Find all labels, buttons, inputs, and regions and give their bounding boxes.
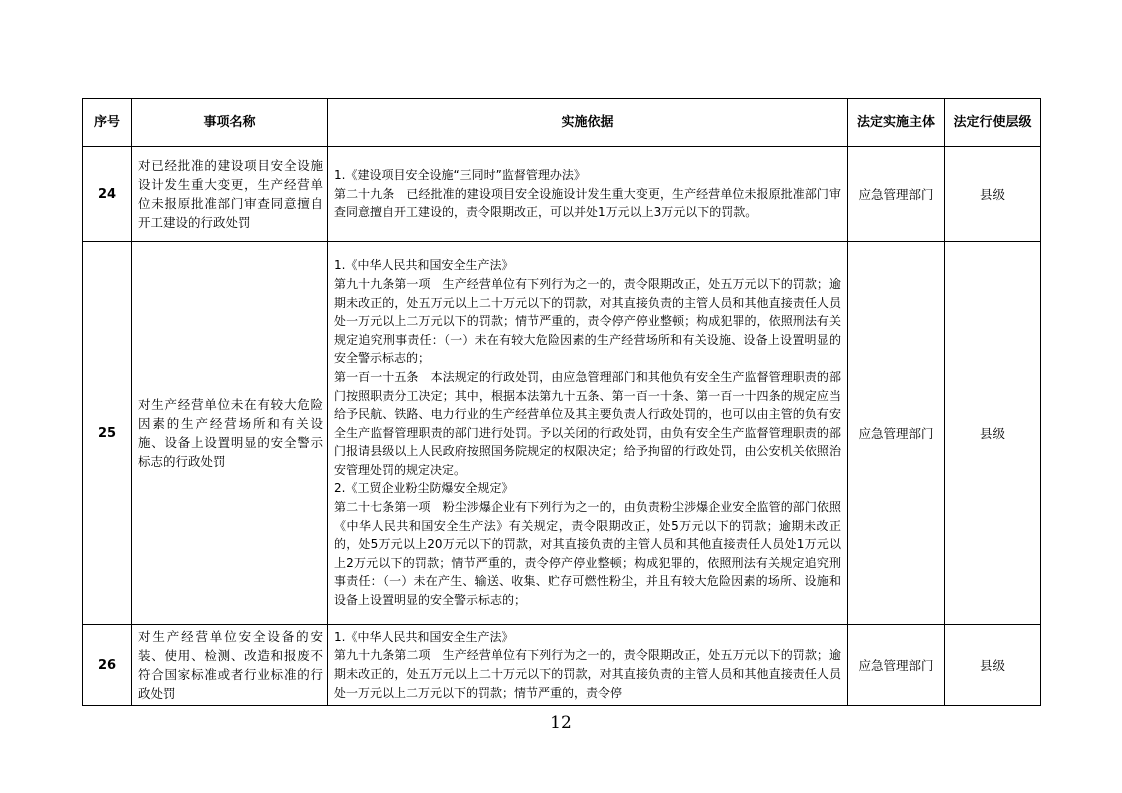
table-row [83, 147, 1041, 242]
basis-cell [328, 625, 848, 706]
row-number: 24 [83, 147, 132, 242]
page-number: 12 [550, 713, 572, 733]
level-cell: 县级 [945, 242, 1041, 625]
level-cell: 县级 [945, 625, 1041, 706]
basis-line: 第九十九条第二项 生产经营单位有下列行为之一的，责令限期改正，处五万元以下的罚款；逾期未改正的，处五万元以上二十万元以下的罚款，对其直接负责的主管人员和其他直接责任人员处一万元以上二万元以下的罚款；情节严重的，责令停 [334, 648, 841, 700]
basis-line: 第二十七条第一项 粉尘涉爆企业有下列行为之一的，由负责粉尘涉爆企业安全监管的部门依照《中华人民共和国安全生产法》有关规定，责令限期改正，处5万元以下的罚款；逾期未改正的，处5万元以上20万元以下的罚款，对其直接负责的主管人员和其他直接责任人员处1万元以上2万元以下的罚款；情节严重的，责令停产停业整顿；构成犯罪的，依照刑法有关规定追究刑事责任：（一）未在产生、输送、收集、贮存可燃性粉尘，并且有较大危险因素的场所、设施和设备上设置明显的安全警示标志的； [334, 500, 841, 608]
header-subject: 法定实施主体 [848, 99, 945, 147]
table-row [83, 625, 1041, 706]
item-name: 对生产经营单位安全设备的安装、使用、检测、改造和报废不符合国家标准或者行业标准的行政处罚 [132, 625, 328, 706]
basis-cell [328, 147, 848, 242]
header-no: 序号 [83, 99, 132, 147]
item-name: 对生产经营单位未在有较大危险因素的生产经营场所和有关设施、设备上设置明显的安全警示标志的行政处罚 [132, 242, 328, 625]
subject-cell: 应急管理部门 [848, 147, 945, 242]
basis-line: 第九十九条第一项 生产经营单位有下列行为之一的，责令限期改正，处五万元以下的罚款；逾期未改正的，处五万元以上二十万元以下的罚款，对其直接负责的主管人员和其他直接责任人员处一万元以上二万元以下的罚款；情节严重的，责令停产停业整顿；构成犯罪的，依照刑法有关规定追究刑事责任：（一）未在有较大危险因素的生产经营场所和有关设施、设备上设置明显的安全警示标志的； [334, 276, 841, 366]
basis-line: 第二十九条 已经批准的建设项目安全设施设计发生重大变更，生产经营单位未报原批准部门审查同意擅自开工建设的，责令限期改正，可以并处1万元以上3万元以下的罚款。 [334, 186, 841, 220]
subject-cell: 应急管理部门 [848, 242, 945, 625]
basis-line: 第一百一十五条 本法规定的行政处罚，由应急管理部门和其他负有安全生产监督管理职责的部门按照职责分工决定；其中，根据本法第九十五条、第一百一十条、第一百一十四条的规定应当给予民航、铁路、电力行业的生产经营单位及其主要负责人行政处罚的，也可以由主管的负有安全生产监督管理职责的部门进行处罚。予以关闭的行政处罚，由负有安全生产监督管理职责的部门报请县级以上人民政府按照国务院规定的权限决定；给予拘留的行政处罚，由公安机关依照治安管理处罚的规定决定。 [334, 369, 841, 477]
document-table-container [82, 98, 1041, 706]
basis-line: 1.《中华人民共和国安全生产法》 [334, 258, 514, 273]
header-basis: 实施依据 [328, 99, 848, 147]
row-number: 25 [83, 242, 132, 625]
table-header-row [83, 99, 1041, 147]
basis-line: 2.《工贸企业粉尘防爆安全规定》 [334, 481, 514, 496]
basis-line: 1.《建设项目安全设施“三同时”监督管理办法》 [334, 168, 586, 183]
level-cell: 县级 [945, 147, 1041, 242]
row-number: 26 [83, 625, 132, 706]
table-row [83, 242, 1041, 625]
enforcement-items-table [82, 98, 1041, 706]
header-level: 法定行使层级 [945, 99, 1041, 147]
item-name: 对已经批准的建设项目安全设施设计发生重大变更，生产经营单位未报原批准部门审查同意擅自开工建设的行政处罚 [132, 147, 328, 242]
subject-cell: 应急管理部门 [848, 625, 945, 706]
basis-line: 1.《中华人民共和国安全生产法》 [334, 629, 514, 644]
header-item-name: 事项名称 [132, 99, 328, 147]
basis-cell [328, 242, 848, 625]
